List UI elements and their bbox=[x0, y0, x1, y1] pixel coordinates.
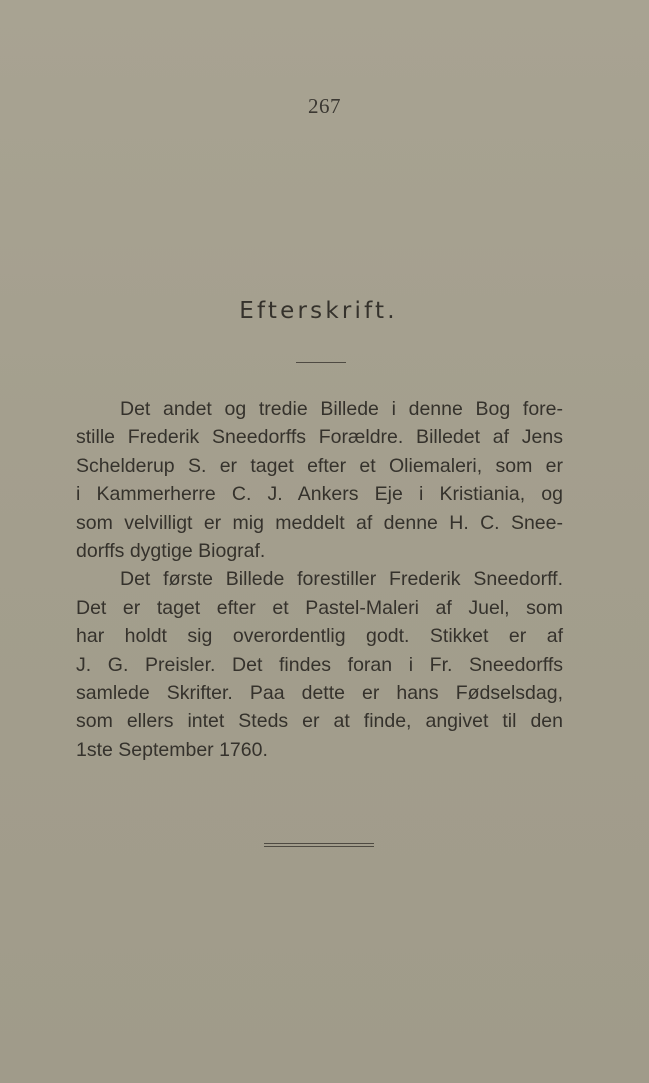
text-line: har holdt sig overordentlig godt. Stikket er af bbox=[76, 625, 563, 648]
text-line: J. G. Preisler. Det findes foran i Fr. Sneedorffs bbox=[76, 653, 563, 676]
text-line: Det første Billede forestiller Frederik Sneedorff. bbox=[120, 568, 563, 591]
text-line: 1ste September 1760. bbox=[76, 738, 268, 761]
chapter-heading: Efterskrift. bbox=[239, 298, 398, 324]
text-line: stille Frederik Sneedorffs Forældre. Billedet af Jens bbox=[76, 426, 563, 449]
text-line: Det er taget efter et Pastel-Maleri af Juel, som bbox=[76, 596, 563, 619]
text-line: Det andet og tredie Billede i denne Bog fore- bbox=[120, 398, 563, 420]
page-number: 267 bbox=[308, 94, 341, 118]
body-text bbox=[76, 395, 563, 764]
heading-rule bbox=[296, 362, 346, 363]
text-line: som velvilligt er mig meddelt af denne H. C. Snee- bbox=[76, 511, 563, 534]
text-line: dorffs dygtige Biograf. bbox=[76, 540, 266, 563]
text-line: som ellers intet Steds er at finde, angivet til den bbox=[76, 710, 563, 733]
end-ornament-rule bbox=[264, 843, 374, 847]
text-line: samlede Skrifter. Paa dette er hans Fødselsdag, bbox=[76, 682, 563, 705]
text-line: Schelderup S. er taget efter et Oliemaleri, som er bbox=[76, 454, 563, 477]
text-line: i Kammerherre C. J. Ankers Eje i Kristiania, og bbox=[76, 483, 563, 506]
